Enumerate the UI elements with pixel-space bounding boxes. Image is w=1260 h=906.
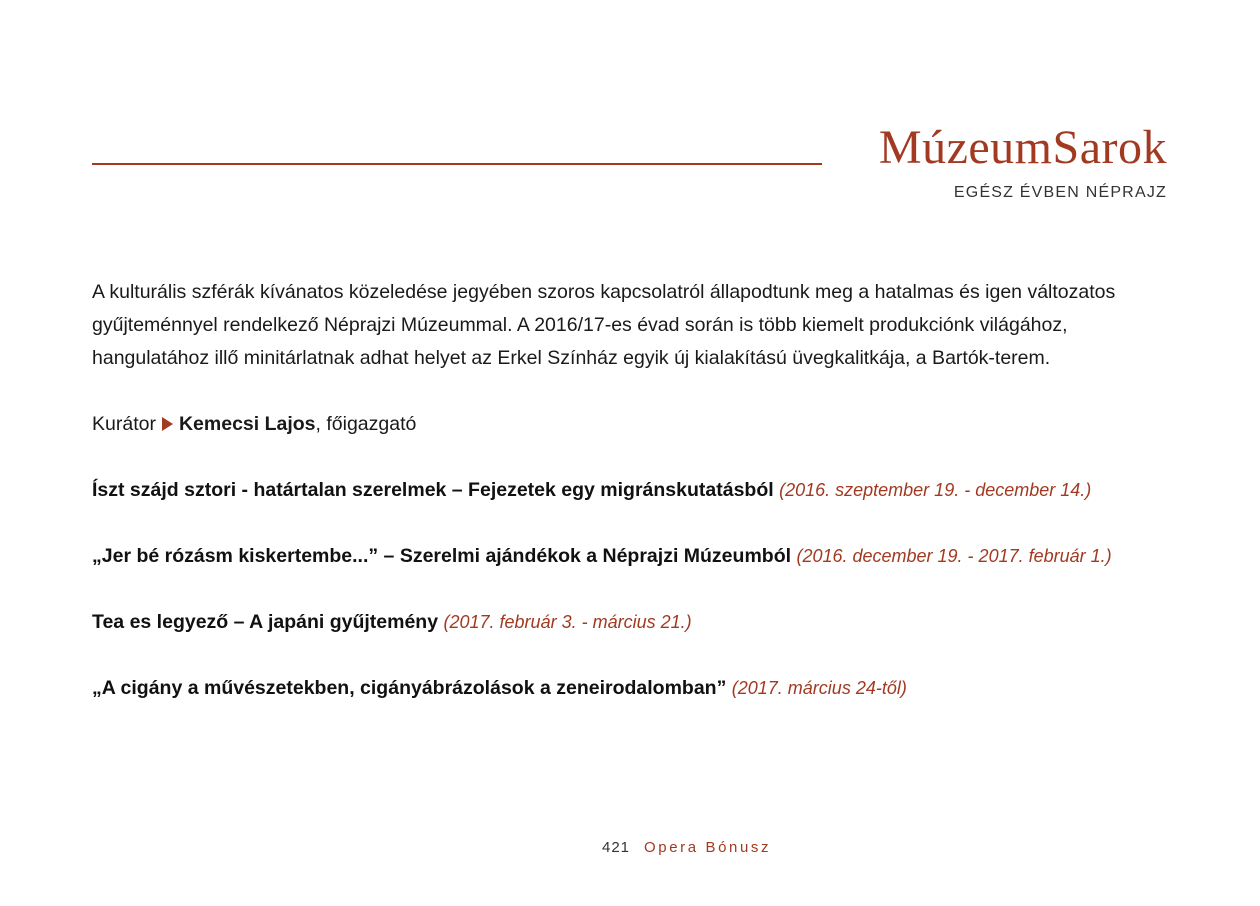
curator-role: , főigazgató <box>315 413 417 435</box>
curator-line <box>92 408 1168 441</box>
curator-name: Kemecsi Lajos <box>178 413 316 435</box>
exhibition-date: (2017. február 3. - március 21.) <box>443 612 692 632</box>
exhibition-item <box>92 672 1168 705</box>
page-number: 421 <box>602 839 631 856</box>
header-rule <box>92 163 822 165</box>
exhibition-title: Íszt szájd sztori - határtalan szerelmek – Fejezetek egy migránskutatásból <box>92 479 774 501</box>
exhibition-date: (2016. december 19. - 2017. február 1.) <box>796 546 1112 566</box>
exhibition-item <box>92 606 1168 639</box>
exhibition-date: (2016. szeptember 19. - december 14.) <box>779 480 1092 500</box>
page-subtitle: EGÉSZ ÉVBEN NÉPRAJZ <box>953 184 1167 201</box>
publication-name: Opera Bónusz <box>644 839 772 856</box>
page-title: MúzeumSarok <box>878 121 1167 174</box>
triangle-right-icon <box>162 417 173 431</box>
intro-paragraph: A kulturális szférák kívánatos közeledése jegyében szoros kapcsolatról állapodtunk meg a hatalmas és igen változatos gyűjteménnyel rendelkező Néprajzi Múzeummal. A 2016/17-es évad során is több kiemelt produkciónk világához, hangulatához illő minitárlatnak adhat helyet az Erkel Színház egyik új kialakítású üvegkalitkája, a Bartók-terem. <box>92 281 1116 369</box>
exhibition-item <box>92 540 1168 573</box>
page-footer <box>602 838 771 858</box>
exhibition-title: Tea es legyező – A japáni gyűjtemény <box>92 611 439 633</box>
exhibition-date: (2017. március 24-től) <box>731 678 907 698</box>
exhibition-item <box>92 474 1168 507</box>
main-content <box>92 276 1168 705</box>
exhibition-title: „Jer bé rózásm kiskertembe...” – Szerelmi ajándékok a Néprajzi Múzeumból <box>92 545 792 567</box>
exhibition-title: „A cigány a művészetekben, cigányábrázolások a zeneirodalomban” <box>92 677 727 699</box>
curator-label: Kurátor <box>92 413 156 435</box>
